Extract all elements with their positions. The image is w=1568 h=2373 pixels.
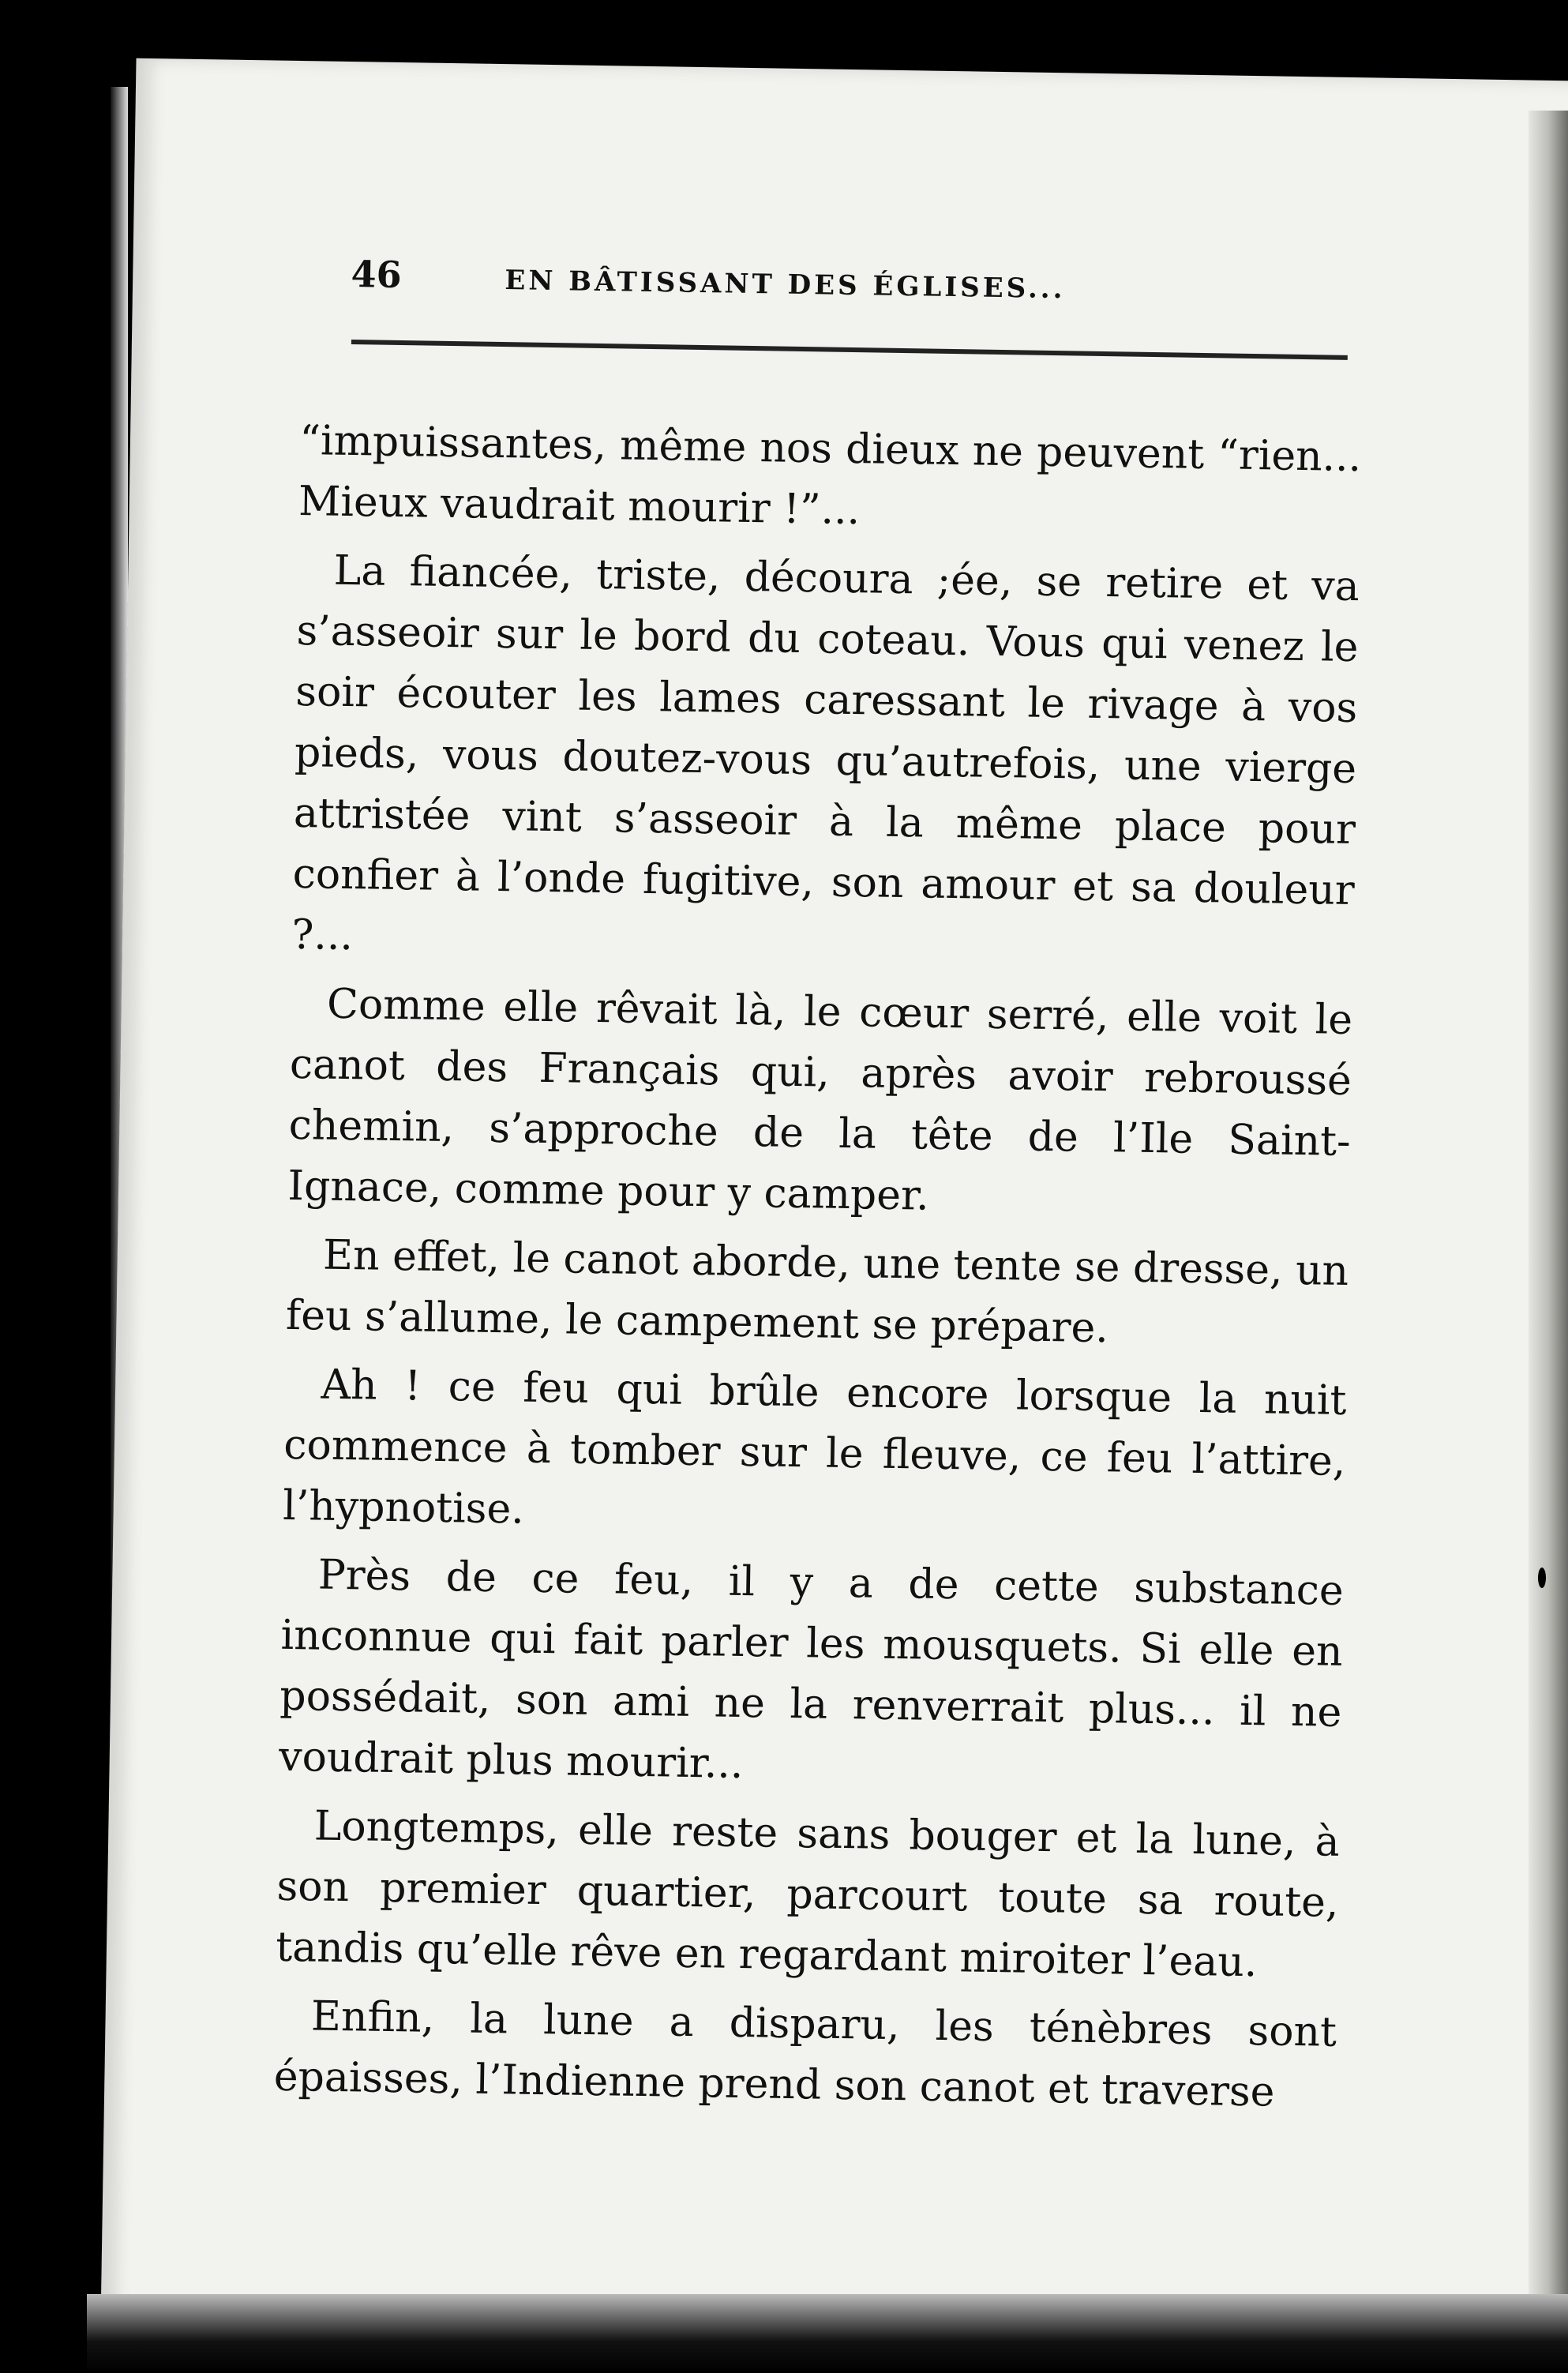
page-number: 46 [351, 253, 403, 296]
paragraph-2: La fiancée, triste, découra ;ée, se retire et va s’asseoir sur le bord du coteau. Vous qui venez le soir écouter les lames caressant le rivage à vos pieds, vous doutez-vous qu’autrefois, une vierge attristée vint s’asseoir à la même place pour confier à l’onde fugitive, son amour et sa douleur ?... [291, 546, 1360, 960]
paragraph-3: Comme elle rêvait là, le cœur serré, elle voit le canot des Français qui, après avoir rebroussé chemin, s’approche de la tête de l’Ile Saint-Ignace, comme pour y camper. [287, 980, 1353, 1220]
paragraph-8: Enfin, la lune a disparu, les ténèbres sont épaisses, l’Indienne prend son canot et traverse [273, 1992, 1337, 2116]
scan-speck [1538, 1568, 1546, 1588]
paragraph-1: “impuissantes, même nos dieux ne peuvent “rien... Mieux vaudrait mourir !”... [298, 416, 1362, 535]
page-right-edge [1529, 111, 1568, 2322]
bottom-scan-shadow [87, 2294, 1568, 2373]
paragraph-4: En effet, le canot aborde, une tente se dresse, un feu s’allume, le campement se prépare. [285, 1231, 1349, 1353]
paragraph-5: Ah ! ce feu qui brûle encore lorsque la nuit commence à tomber sur le fleuve, ce feu l’attire, l’hypnotise. [282, 1361, 1347, 1534]
scan-speck [11, 578, 21, 586]
paragraph-7: Longtemps, elle reste sans bouger et la lune, à son premier quartier, parcourt toute sa route, tandis qu’elle rêve en regardant miroiter l’eau. [275, 1802, 1341, 1987]
paragraph-6: Près de ce feu, il y a de cette substance inconnue qui fait parler les mousquets. Si elle en possédait, son ami ne la renverrait plus... il ne voudrait plus mourir... [278, 1551, 1345, 1789]
running-title: EN BÂTISSANT DES ÉGLISES... [505, 265, 1066, 306]
body-text [273, 411, 1362, 2132]
